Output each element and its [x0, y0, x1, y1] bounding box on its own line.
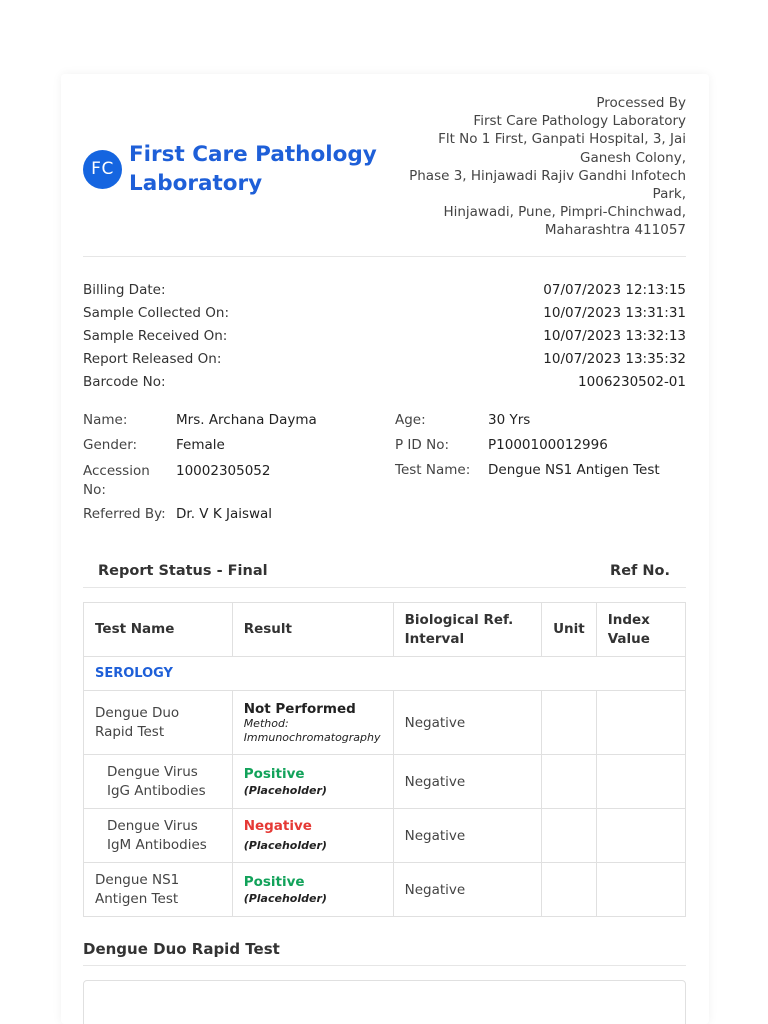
header-divider	[83, 256, 686, 257]
patient-label: Accession No:	[83, 463, 150, 498]
patient-accession: 10002305052	[176, 463, 271, 479]
test-name-cell: Dengue Duo Rapid Test	[84, 691, 233, 755]
column-header: Index Value	[596, 603, 685, 657]
date-value: 10/07/2023 13:35:32	[543, 351, 686, 367]
date-value: 1006230502-01	[578, 374, 686, 390]
patient-info-right	[395, 412, 686, 487]
method-text: Method: Immunochromatography	[243, 716, 381, 744]
index-value-cell	[596, 863, 685, 917]
ref-no-label: Ref No.	[610, 562, 670, 579]
test-name-cell: Dengue Virus IgG Antibodies	[84, 755, 233, 809]
processed-by-line: Park,	[652, 186, 686, 203]
table-header-row	[84, 603, 686, 657]
patient-row	[395, 437, 686, 462]
subsection-title: Dengue Duo Rapid Test	[83, 940, 280, 958]
patient-row	[83, 437, 383, 462]
subsection-box	[83, 980, 686, 1024]
processed-by-line: Flt No 1 First, Ganpati Hospital, 3, Jai	[438, 131, 686, 148]
result-value: Positive	[243, 873, 305, 890]
patient-age: 30 Yrs	[488, 412, 531, 428]
date-row	[83, 371, 686, 394]
unit-cell	[542, 863, 597, 917]
patient-name: Mrs. Archana Dayma	[176, 412, 317, 428]
date-label: Report Released On:	[83, 351, 222, 367]
date-value: 07/07/2023 12:13:15	[543, 282, 686, 298]
unit-cell	[542, 691, 597, 755]
placeholder-text: (Placeholder)	[243, 783, 327, 797]
processed-by-line: Maharashtra 411057	[544, 222, 686, 239]
table-row	[84, 809, 686, 863]
patient-label: P ID No:	[395, 437, 450, 453]
dates-block	[83, 279, 686, 394]
test-name-cell: Dengue NS1 Antigen Test	[84, 863, 233, 917]
result-cell	[232, 809, 393, 863]
index-value-cell	[596, 809, 685, 863]
patient-row	[395, 462, 686, 487]
patient-gender: Female	[176, 437, 225, 453]
report-card	[61, 74, 709, 1024]
result-cell	[232, 755, 393, 809]
processed-by-line: First Care Pathology Laboratory	[473, 113, 686, 130]
date-value: 10/07/2023 13:31:31	[543, 305, 686, 321]
date-label: Barcode No:	[83, 374, 166, 390]
ref-interval-cell: Negative	[393, 863, 541, 917]
placeholder-text: (Placeholder)	[243, 891, 327, 905]
subsection-divider	[83, 965, 686, 966]
lab-brand	[83, 140, 389, 198]
patient-info-left	[83, 412, 383, 531]
index-value-cell	[596, 691, 685, 755]
index-value-cell	[596, 755, 685, 809]
processed-by-line: Hinjawadi, Pune, Pimpri-Chinchwad,	[443, 204, 686, 221]
section-row	[84, 657, 686, 691]
lab-name: First Care Pathology Laboratory	[129, 142, 377, 196]
section-label: SEROLOGY	[84, 657, 686, 691]
patient-row	[83, 412, 383, 437]
patient-label: Age:	[395, 412, 426, 428]
patient-row	[395, 412, 686, 437]
date-value: 10/07/2023 13:32:13	[543, 328, 686, 344]
report-status: Report Status - Final	[98, 562, 268, 579]
result-cell	[232, 691, 393, 755]
report-status-bar	[83, 554, 686, 587]
unit-cell	[542, 755, 597, 809]
patient-referred-by: Dr. V K Jaiswal	[176, 506, 273, 522]
processed-by-line: Phase 3, Hinjawadi Rajiv Gandhi Infotech	[409, 167, 686, 184]
table-row	[84, 691, 686, 755]
test-name-cell: Dengue Virus IgM Antibodies	[84, 809, 233, 863]
column-header: Test Name	[84, 603, 233, 657]
result-cell	[232, 863, 393, 917]
placeholder-text: (Placeholder)	[243, 838, 327, 852]
column-header: Result	[232, 603, 393, 657]
date-row	[83, 302, 686, 325]
date-row	[83, 325, 686, 348]
result-value: Negative	[243, 817, 312, 834]
table-row	[84, 755, 686, 809]
ref-interval-cell: Negative	[393, 691, 541, 755]
date-row	[83, 279, 686, 302]
lab-logo: FC	[83, 150, 122, 189]
patient-label: Referred By:	[83, 506, 166, 522]
date-row	[83, 348, 686, 371]
table-row	[84, 863, 686, 917]
patient-label: Name:	[83, 412, 128, 428]
patient-pid: P1000100012996	[488, 437, 608, 453]
date-label: Sample Received On:	[83, 328, 228, 344]
ref-interval-cell: Negative	[393, 755, 541, 809]
unit-cell	[542, 809, 597, 863]
processed-by-block	[386, 94, 686, 240]
processed-by-line: Ganesh Colony,	[579, 149, 686, 166]
column-header: Unit	[542, 603, 597, 657]
patient-row	[83, 462, 383, 506]
patient-test-name: Dengue NS1 Antigen Test	[488, 462, 660, 478]
processed-by-line: Processed By	[596, 95, 686, 111]
patient-label: Gender:	[83, 437, 138, 453]
column-header: Biological Ref. Interval	[393, 603, 541, 657]
patient-label: Test Name:	[395, 462, 471, 478]
ref-interval-cell: Negative	[393, 809, 541, 863]
date-label: Sample Collected On:	[83, 305, 230, 321]
results-table	[83, 602, 686, 917]
result-value: Positive	[243, 765, 305, 782]
date-label: Billing Date:	[83, 282, 166, 298]
patient-row	[83, 506, 383, 531]
status-divider	[83, 587, 686, 588]
result-value: Not Performed	[243, 700, 356, 717]
